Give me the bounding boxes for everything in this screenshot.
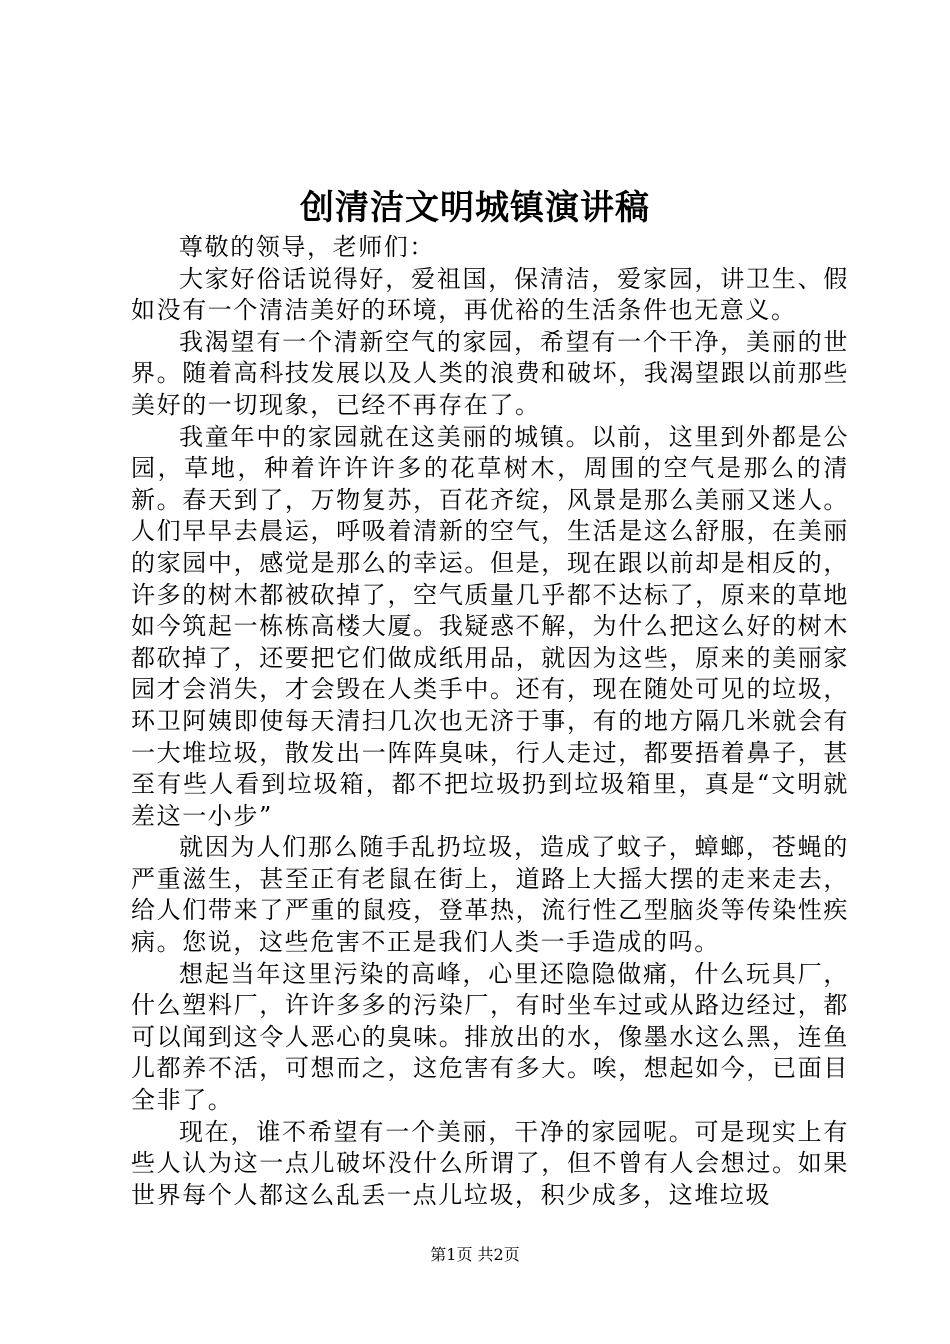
body-paragraph: 我渴望有一个清新空气的家园，希望有一个干净，美丽的世界。随着高科技发展以及人类的浪费和破坏，我渴望跟以前那些美好的一切现象，已经不再存在了。 (131, 327, 849, 419)
page-number-footer: 第1页 共2页 (430, 1245, 520, 1264)
body-paragraph: 大家好俗话说得好，爱祖国，保清洁，爱家园，讲卫生、假如没有一个清洁美好的环境，再优裕的生活条件也无意义。 (131, 264, 849, 325)
body-paragraph: 想起当年这里污染的高峰，心里还隐隐做痛，什么玩具厂，什么塑料厂，许许多多的污染厂，有时坐车过或从路边经过，都可以闻到这令人恶心的臭味。排放出的水，像墨水这么黑，连鱼儿都养不活，可想而之，这危害有多大。唉，想起如今，已面目全非了。 (131, 959, 849, 1115)
document-title: 创清洁文明城镇演讲稿 (300, 188, 650, 228)
salutation-paragraph: 尊敬的领导，老师们： (179, 233, 435, 261)
body-paragraph: 现在，谁不希望有一个美丽，干净的家园呢。可是现实上有些人认为这一点儿破坏没什么所谓了，但不曾有人会想过。如果世界每个人都这么乱丢一点儿垃圾，积少成多，这堆垃圾 (131, 1117, 849, 1209)
document-body (131, 232, 849, 1211)
body-paragraph: 就因为人们那么随手乱扔垃圾，造成了蚊子，蟑螂，苍蝇的严重滋生，甚至正有老鼠在街上，道路上大摇大摆的走来走去，给人们带来了严重的鼠疫，登革热，流行性乙型脑炎等传染性疾病。您说，这些危害不正是我们人类一手造成的吗。 (131, 833, 849, 957)
body-paragraph: 我童年中的家园就在这美丽的城镇。以前，这里到外都是公园，草地，种着许许许多的花草树木，周围的空气是那么的清新。春天到了，万物复苏，百花齐绽，风景是那么美丽又迷人。人们早早去晨运，呼吸着清新的空气，生活是这么舒服，在美丽的家园中，感觉是那么的幸运。但是，现在跟以前却是相反的，许多的树木都被砍掉了，空气质量几乎都不达标了，原来的草地如今筑起一栋栋高楼大厦。我疑惑不解，为什么把这么好的树木都砍掉了，还要把它们做成纸用品，就因为这些，原来的美丽家园才会消失，才会毁在人类手中。还有，现在随处可见的垃圾，环卫阿姨即使每天清扫几次也无济于事，有的地方隔几米就会有一大堆垃圾，散发出一阵阵臭味，行人走过，都要捂着鼻子，甚至有些人看到垃圾箱，都不把垃圾扔到垃圾箱里，真是“文明就差这一小步” (131, 422, 849, 830)
